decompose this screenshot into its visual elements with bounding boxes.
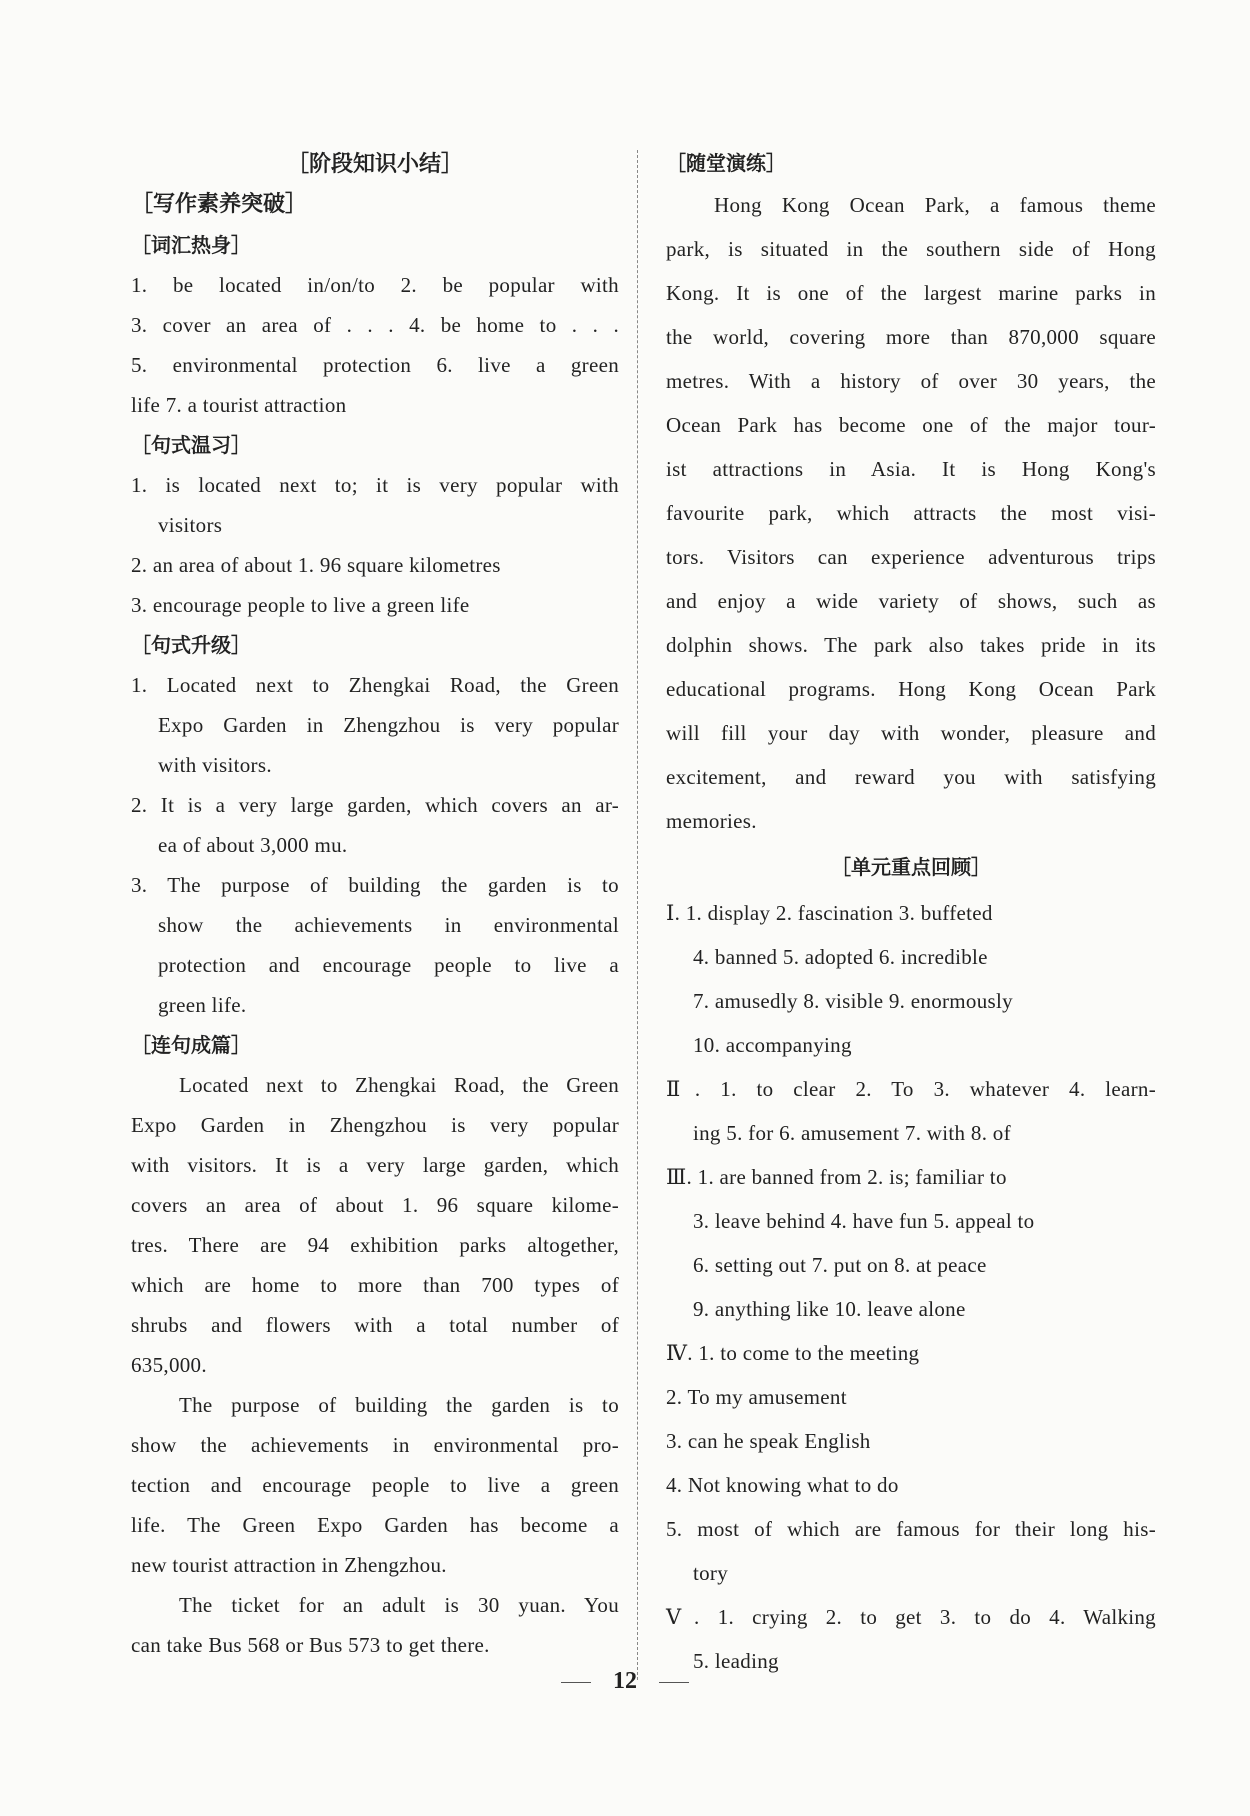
practice-line: and enjoy a wide variety of shows, such as — [666, 589, 1156, 613]
passage-line: which are home to more than 700 types of — [131, 1273, 619, 1297]
review-line: ing 5. for 6. amusement 7. with 8. of — [693, 1121, 1011, 1145]
review-line: Ⅲ. 1. are banned from 2. is; familiar to — [666, 1165, 1007, 1189]
sentence-review-line: 2. an area of about 1. 96 square kilometres — [131, 553, 501, 577]
right-column — [666, 143, 1156, 1683]
passage-line: 635,000. — [131, 1353, 207, 1377]
sentence-upgrade-line: ea of about 3,000 mu. — [158, 833, 348, 857]
sentence-review-heading: ［句式温习］ — [131, 433, 251, 457]
vocab-line: life 7. a tourist attraction — [131, 393, 347, 417]
sentence-upgrade-line: with visitors. — [158, 753, 272, 777]
sentence-upgrade-line: show the achievements in environmental — [158, 913, 619, 937]
practice-heading: ［随堂演练］ — [666, 151, 786, 175]
practice-line: educational programs. Hong Kong Ocean Park — [666, 677, 1156, 701]
passage-line: The purpose of building the garden is to — [179, 1393, 619, 1417]
passage-line: tection and encourage people to live a green — [131, 1473, 619, 1497]
passage-line: tres. There are 94 exhibition parks altogether, — [131, 1233, 619, 1257]
passage-line: new tourist attraction in Zhengzhou. — [131, 1553, 447, 1577]
review-line: Ⅱ. 1. to clear 2. To 3. whatever 4. learn- — [666, 1077, 1156, 1101]
sentence-upgrade-line: 3. The purpose of building the garden is to — [131, 873, 619, 897]
review-line: 5. most of which are famous for their long his- — [666, 1517, 1156, 1541]
sentence-review-line: 1. is located next to; it is very popular with — [131, 473, 619, 497]
passage-line: with visitors. It is a very large garden, which — [131, 1153, 619, 1177]
passage-line: Located next to Zhengkai Road, the Green — [179, 1073, 619, 1097]
review-line: 3. can he speak English — [666, 1429, 871, 1453]
practice-line: favourite park, which attracts the most visi- — [666, 501, 1156, 525]
page-number — [0, 1668, 1250, 1695]
vocab-line: 5. environmental protection 6. live a green — [131, 353, 619, 377]
practice-line: will fill your day with wonder, pleasure and — [666, 721, 1156, 745]
passage-line: can take Bus 568 or Bus 573 to get there. — [131, 1633, 490, 1657]
practice-line: Ocean Park has become one of the major tour- — [666, 413, 1156, 437]
passage-line: covers an area of about 1. 96 square kilome- — [131, 1193, 619, 1217]
passage-line: The ticket for an adult is 30 yuan. You — [179, 1593, 619, 1617]
page-number-value: 12 — [613, 1668, 637, 1694]
sentence-upgrade-line: green life. — [158, 993, 247, 1017]
passage-line: shrubs and flowers with a total number of — [131, 1313, 619, 1337]
sentence-review-line: visitors — [158, 513, 223, 537]
page-number-dash-right — [659, 1682, 689, 1683]
review-line: 2. To my amusement — [666, 1385, 847, 1409]
passage-line: Expo Garden in Zhengzhou is very popular — [131, 1113, 619, 1137]
passage-line: show the achievements in environmental pro- — [131, 1433, 619, 1457]
review-line: 7. amusedly 8. visible 9. enormously — [693, 989, 1013, 1013]
review-heading: ［单元重点回顾］ — [831, 855, 991, 879]
column-divider — [637, 150, 638, 1680]
practice-line: Kong. It is one of the largest marine parks in — [666, 281, 1156, 305]
sentence-upgrade-line: protection and encourage people to live a — [158, 953, 619, 977]
left-column — [131, 145, 619, 1665]
practice-line: dolphin shows. The park also takes pride in its — [666, 633, 1156, 657]
vocab-line: 1. be located in/on/to 2. be popular with — [131, 273, 619, 297]
review-line: 5. leading — [693, 1649, 779, 1673]
review-line: Ⅰ. 1. display 2. fascination 3. buffeted — [666, 901, 993, 925]
writing-heading: ［写作素养突破］ — [131, 192, 308, 217]
practice-line: tors. Visitors can experience adventurous trips — [666, 545, 1156, 569]
practice-line: the world, covering more than 870,000 square — [666, 325, 1156, 349]
practice-line: park, is situated in the southern side of Hong — [666, 237, 1156, 261]
review-line: tory — [693, 1561, 729, 1585]
review-line: Ⅴ. 1. crying 2. to get 3. to do 4. Walking — [666, 1605, 1156, 1629]
sentence-upgrade-heading: ［句式升级］ — [131, 633, 251, 657]
practice-line: ist attractions in Asia. It is Hong Kong's — [666, 457, 1156, 481]
review-line: 10. accompanying — [693, 1033, 852, 1057]
sentence-upgrade-line: 2. It is a very large garden, which covers an ar- — [131, 793, 619, 817]
section-title: ［阶段知识小结］ — [286, 152, 463, 177]
passage-heading: ［连句成篇］ — [131, 1033, 251, 1057]
sentence-upgrade-line: 1. Located next to Zhengkai Road, the Green — [131, 673, 619, 697]
review-line: Ⅳ. 1. to come to the meeting — [666, 1341, 920, 1365]
review-line: 3. leave behind 4. have fun 5. appeal to — [693, 1209, 1035, 1233]
review-line: 4. banned 5. adopted 6. incredible — [693, 945, 988, 969]
review-line: 6. setting out 7. put on 8. at peace — [693, 1253, 987, 1277]
practice-line: Hong Kong Ocean Park, a famous theme — [714, 193, 1156, 217]
vocab-heading: ［词汇热身］ — [131, 233, 251, 257]
vocab-line: 3. cover an area of . . . 4. be home to . . . — [131, 313, 619, 337]
sentence-review-line: 3. encourage people to live a green life — [131, 593, 470, 617]
practice-line: excitement, and reward you with satisfying — [666, 765, 1156, 789]
practice-line: memories. — [666, 809, 757, 833]
page-number-dash-left — [561, 1682, 591, 1683]
review-line: 4. Not knowing what to do — [666, 1473, 899, 1497]
passage-line: life. The Green Expo Garden has become a — [131, 1513, 619, 1537]
sentence-upgrade-line: Expo Garden in Zhengzhou is very popular — [158, 713, 619, 737]
practice-line: metres. With a history of over 30 years, the — [666, 369, 1156, 393]
review-line: 9. anything like 10. leave alone — [693, 1297, 966, 1321]
